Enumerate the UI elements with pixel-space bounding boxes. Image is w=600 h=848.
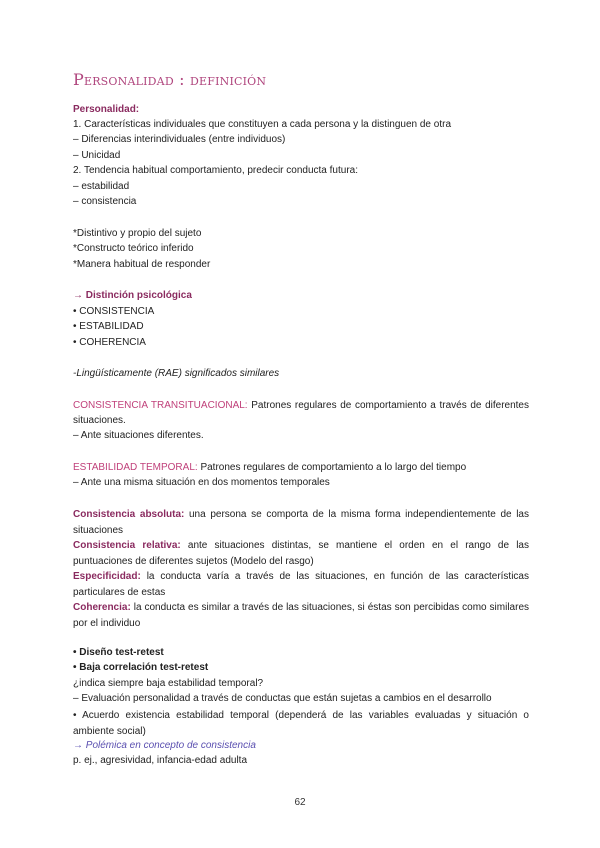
definition-coherencia xyxy=(73,600,529,631)
retest-question: ¿indica siempre baja estabilidad temporal? xyxy=(73,678,264,689)
definition-consistencia-relativa xyxy=(73,538,529,569)
personalidad-line: 2. Tendencia habitual comportamiento, predecir conducta futura: xyxy=(73,165,358,176)
consistencia-transituacional xyxy=(73,398,529,428)
estabilidad-temporal-label: ESTABILIDAD TEMPORAL: xyxy=(73,462,198,473)
note-line: *Manera habitual de responder xyxy=(73,259,211,270)
definition-label: Consistencia relativa: xyxy=(73,540,181,551)
distincion-heading: → Distinción psicológica xyxy=(73,290,192,301)
estabilidad-temporal-sub: – Ante una misma situación en dos momentos temporales xyxy=(73,477,330,488)
consistencia-transituacional-label: CONSISTENCIA TRANSITUACIONAL: xyxy=(73,400,248,411)
page-title: Personalidad : definición xyxy=(73,70,267,89)
definition-text: la conducta es similar a través de las situaciones, si éstas son percibidas como similares por el individuo xyxy=(73,602,530,629)
distincion-item: • CONSISTENCIA xyxy=(73,306,155,317)
note-line: *Distintivo y propio del sujeto xyxy=(73,228,202,239)
definition-label: Consistencia absoluta: xyxy=(73,509,185,520)
polemica-link: → Polémica en concepto de consistencia xyxy=(73,740,256,751)
linguistic-note: -Lingüísticamente (RAE) significados similares xyxy=(73,368,280,379)
definition-text: la conducta varía a través de las situaciones, en función de las características particulares de estas xyxy=(73,571,529,598)
retest-item: • Baja correlación test-retest xyxy=(73,662,209,673)
definition-consistencia-absoluta xyxy=(73,507,529,538)
personalidad-line: 1. Características individuales que constituyen a cada persona y la distinguen de otra xyxy=(73,119,452,130)
personalidad-line: – consistencia xyxy=(73,196,137,207)
definition-text: ante situaciones distintas, se mantiene el orden en el rango de las puntuaciones de diferentes sujetos (Modelo del rasgo) xyxy=(73,540,529,567)
definition-especificidad xyxy=(73,569,529,600)
personalidad-heading: Personalidad: xyxy=(73,104,140,115)
personalidad-line: – Unicidad xyxy=(73,150,121,161)
distincion-item: • COHERENCIA xyxy=(73,337,146,348)
note-line: *Constructo teórico inferido xyxy=(73,243,194,254)
retest-line: – Evaluación personalidad a través de conductas que están sujetas a cambios en el desarrollo xyxy=(73,693,492,704)
personalidad-line: – Diferencias interindividuales (entre individuos) xyxy=(73,134,286,145)
distincion-item: • ESTABILIDAD xyxy=(73,321,144,332)
definition-label: Coherencia: xyxy=(73,602,131,613)
definition-text: una persona se comporta de la misma forma independientemente de las situaciones xyxy=(73,509,529,536)
page-number: 62 xyxy=(294,797,306,808)
personalidad-line: – estabilidad xyxy=(73,181,130,192)
estabilidad-temporal-text: Patrones regulares de comportamiento a lo largo del tiempo xyxy=(200,462,467,473)
consistencia-transituacional-text: Patrones regulares de comportamiento a través de diferentes situaciones. xyxy=(73,400,529,426)
estabilidad-temporal xyxy=(73,461,529,475)
definition-label: Especificidad: xyxy=(73,571,141,582)
retest-line: • Acuerdo existencia estabilidad temporal (dependerá de las variables evaluadas y situación o ambiente social) xyxy=(73,710,529,737)
retest-example: p. ej., agresividad, infancia-edad adulta xyxy=(73,755,248,766)
consistencia-transituacional-sub: – Ante situaciones diferentes. xyxy=(73,430,204,441)
retest-item: • Diseño test-retest xyxy=(73,647,164,658)
